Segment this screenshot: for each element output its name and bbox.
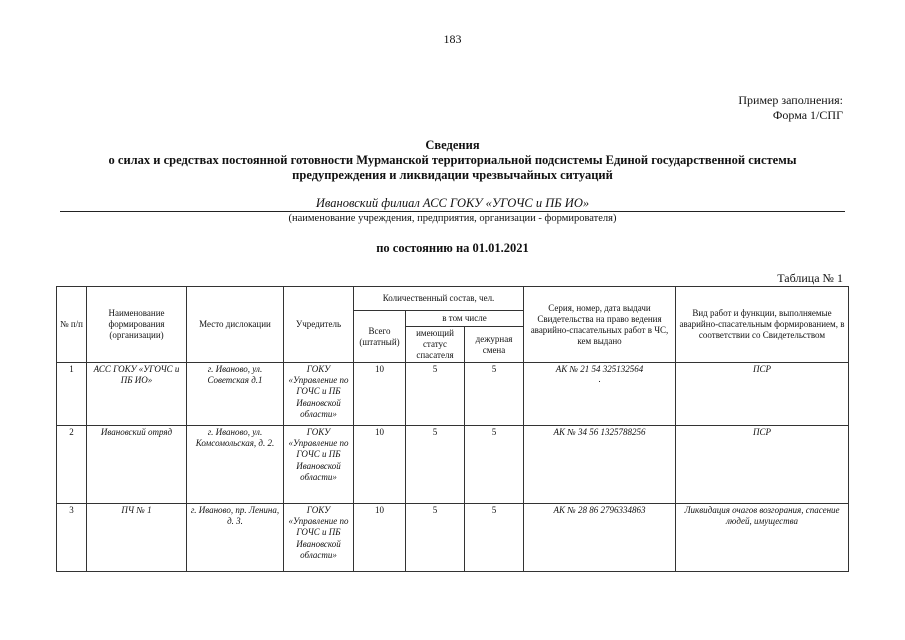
document-subtitle-line1: о силах и средствах постоянной готовности Мурманской территориальной подсистемы Единой государственной системы — [108, 153, 797, 167]
document-title: Сведения — [425, 138, 480, 152]
state-date: по состоянию на 01.01.2021 — [376, 241, 529, 255]
row-rescuers: 5 — [406, 504, 465, 572]
table-label: Таблица № 1 — [777, 271, 843, 285]
header-certificate: Серия, номер, дата выдачи Свидетельства на право ведения аварийно-спасательных работ в ЧС, кем выдано — [524, 287, 676, 363]
header-name: Наименование формирования (организации) — [87, 287, 187, 363]
header-including: в том числе — [406, 311, 524, 327]
row-founder: ГОКУ «Управление по ГОЧС и ПБ Ивановской области» — [284, 426, 354, 504]
row-works: ПСР — [676, 426, 849, 504]
row-duty: 5 — [465, 363, 524, 426]
row-works: ПСР — [676, 363, 849, 426]
row-name: АСС ГОКУ «УГОЧС и ПБ ИО» — [87, 363, 187, 426]
row-total: 10 — [354, 363, 406, 426]
row-num: 1 — [57, 363, 87, 426]
row-location: г. Иваново, пр. Ленина, д. 3. — [187, 504, 284, 572]
example-note-line1: Пример заполнения: — [738, 93, 843, 107]
table-row — [57, 363, 849, 426]
header-rescuer-status: имеющий статус спасателя — [406, 327, 465, 363]
header-duty-shift: дежурная смена — [465, 327, 524, 363]
row-rescuers: 5 — [406, 363, 465, 426]
row-certificate: АК № 28 86 2796334863 — [524, 504, 676, 572]
document-subtitle-line2: предупреждения и ликвидации чрезвычайных ситуаций — [292, 168, 613, 182]
page-number: 183 — [443, 32, 462, 46]
table-row — [57, 504, 849, 572]
row-name: Ивановский отряд — [87, 426, 187, 504]
row-location: г. Иваново, ул. Комсомольская, д. 2. — [187, 426, 284, 504]
row-total: 10 — [354, 504, 406, 572]
organization-name: Ивановский филиал АСС ГОКУ «УГОЧС и ПБ ИО» — [315, 196, 590, 210]
organization-underline — [60, 211, 845, 212]
forces-table — [56, 286, 849, 572]
header-num: № п/п — [57, 287, 87, 363]
table-row — [57, 426, 849, 504]
header-total: Всего (штатный) — [354, 311, 406, 363]
header-founder: Учредитель — [284, 287, 354, 363]
row-certificate-mark: . — [598, 374, 601, 385]
header-location: Место дислокации — [187, 287, 284, 363]
row-name: ПЧ № 1 — [87, 504, 187, 572]
row-duty: 5 — [465, 504, 524, 572]
row-total: 10 — [354, 426, 406, 504]
row-num: 2 — [57, 426, 87, 504]
form-code: Форма 1/СПГ — [772, 108, 843, 122]
row-founder: ГОКУ «Управление по ГОЧС и ПБ Ивановской области» — [284, 504, 354, 572]
organization-caption: (наименование учреждения, предприятия, организации - формирователя) — [288, 213, 617, 224]
row-rescuers: 5 — [406, 426, 465, 504]
row-founder: ГОКУ «Управление по ГОЧС и ПБ Ивановской области» — [284, 363, 354, 426]
row-certificate-number: АК № 21 54 325132564 — [555, 364, 644, 374]
row-certificate — [524, 363, 676, 426]
row-duty: 5 — [465, 426, 524, 504]
row-certificate: АК № 34 56 1325788256 — [524, 426, 676, 504]
header-quantity: Количественный состав, чел. — [354, 287, 524, 311]
row-num: 3 — [57, 504, 87, 572]
header-works: Вид работ и функции, выполняемые аварийно-спасательным формированием, в соответствии со Свидетельством — [676, 287, 849, 363]
row-location: г. Иваново, ул. Советская д.1 — [187, 363, 284, 426]
example-note — [738, 93, 843, 123]
row-works: Ликвидация очагов возгорания, спасение людей, имущества — [676, 504, 849, 572]
